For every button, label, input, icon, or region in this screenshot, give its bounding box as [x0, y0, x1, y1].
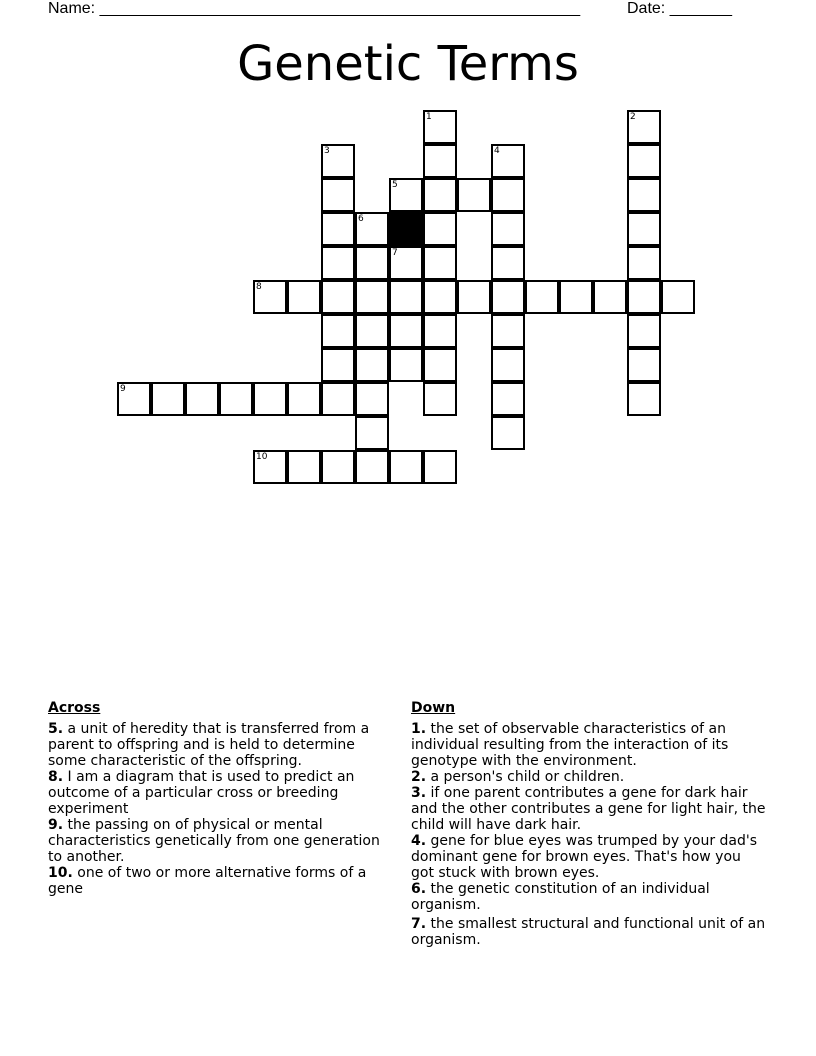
clue-number: 10.	[48, 865, 73, 881]
clue-down	[411, 916, 766, 948]
answer-square[interactable]	[355, 450, 389, 484]
answer-square[interactable]	[627, 212, 661, 246]
black-square	[389, 212, 423, 246]
answer-square[interactable]	[321, 212, 355, 246]
clue-number-label: 8	[256, 282, 262, 292]
answer-square[interactable]	[423, 382, 457, 416]
answer-square[interactable]	[117, 382, 151, 416]
clue-number: 3.	[411, 785, 427, 801]
answer-square[interactable]	[287, 382, 321, 416]
clue-text: a person's child or children.	[426, 769, 625, 785]
answer-square[interactable]	[321, 314, 355, 348]
answer-square[interactable]	[355, 416, 389, 450]
answer-square[interactable]	[491, 212, 525, 246]
answer-square[interactable]	[491, 314, 525, 348]
answer-square[interactable]	[423, 178, 457, 212]
down-clue-list	[411, 721, 766, 948]
answer-square[interactable]	[321, 348, 355, 382]
answer-square[interactable]	[593, 280, 627, 314]
answer-square[interactable]	[627, 144, 661, 178]
answer-square[interactable]	[423, 314, 457, 348]
answer-square[interactable]	[491, 348, 525, 382]
answer-square[interactable]	[321, 178, 355, 212]
answer-square[interactable]	[321, 144, 355, 178]
clue-across	[48, 865, 396, 897]
answer-square[interactable]	[287, 280, 321, 314]
answer-square[interactable]	[559, 280, 593, 314]
answer-square[interactable]	[423, 348, 457, 382]
answer-square[interactable]	[287, 450, 321, 484]
answer-square[interactable]	[423, 110, 457, 144]
clue-number: 8.	[48, 769, 64, 785]
answer-square[interactable]	[355, 212, 389, 246]
clue-number-label: 9	[120, 384, 126, 394]
clue-number-label: 1	[426, 112, 432, 122]
answer-square[interactable]	[321, 450, 355, 484]
answer-square[interactable]	[423, 450, 457, 484]
clue-text: the smallest structural and functional unit of an organism.	[411, 916, 766, 948]
answer-square[interactable]	[423, 144, 457, 178]
answer-square[interactable]	[423, 212, 457, 246]
clue-number: 9.	[48, 817, 64, 833]
answer-square[interactable]	[253, 382, 287, 416]
answer-square[interactable]	[355, 280, 389, 314]
answer-square[interactable]	[491, 382, 525, 416]
answer-square[interactable]	[457, 178, 491, 212]
clue-number: 1.	[411, 721, 427, 737]
clue-number-label: 7	[392, 248, 398, 258]
answer-square[interactable]	[389, 246, 423, 280]
answer-square[interactable]	[219, 382, 253, 416]
down-clues	[411, 700, 766, 948]
page-title: Genetic Terms	[237, 36, 579, 92]
answer-square[interactable]	[389, 450, 423, 484]
clue-number: 6.	[411, 881, 427, 897]
answer-square[interactable]	[457, 280, 491, 314]
answer-square[interactable]	[389, 348, 423, 382]
across-clues	[48, 700, 396, 897]
answer-square[interactable]	[491, 246, 525, 280]
clue-number-label: 3	[324, 146, 330, 156]
answer-square[interactable]	[627, 178, 661, 212]
answer-square[interactable]	[321, 382, 355, 416]
answer-square[interactable]	[627, 382, 661, 416]
across-clue-list	[48, 721, 396, 897]
date-field-line: Date: _______	[627, 0, 732, 17]
clue-number-label: 4	[494, 146, 500, 156]
clue-down	[411, 769, 766, 785]
answer-square[interactable]	[423, 280, 457, 314]
answer-square[interactable]	[627, 280, 661, 314]
clue-text: the passing on of physical or mental characteristics genetically from one generation to another.	[48, 817, 380, 865]
answer-square[interactable]	[355, 314, 389, 348]
answer-square[interactable]	[389, 314, 423, 348]
clue-number: 2.	[411, 769, 427, 785]
answer-square[interactable]	[491, 178, 525, 212]
clue-number-label: 2	[630, 112, 636, 122]
answer-square[interactable]	[491, 144, 525, 178]
answer-square[interactable]	[389, 280, 423, 314]
clue-text: one of two or more alternative forms of a gene	[48, 865, 367, 897]
clue-number-label: 5	[392, 180, 398, 190]
answer-square[interactable]	[627, 348, 661, 382]
down-heading: Down	[411, 700, 456, 716]
clue-across	[48, 817, 396, 865]
answer-square[interactable]	[389, 178, 423, 212]
answer-square[interactable]	[355, 246, 389, 280]
clue-across	[48, 769, 396, 817]
clue-text: I am a diagram that is used to predict an outcome of a particular cross or breeding experiment	[48, 769, 355, 817]
answer-square[interactable]	[151, 382, 185, 416]
answer-square[interactable]	[661, 280, 695, 314]
clue-down	[411, 785, 766, 833]
clue-down	[411, 881, 766, 913]
clue-number: 5.	[48, 721, 64, 737]
answer-square[interactable]	[185, 382, 219, 416]
clue-text: the genetic constitution of an individual organism.	[411, 881, 710, 913]
answer-square[interactable]	[253, 450, 287, 484]
clue-down	[411, 833, 766, 881]
clue-across	[48, 721, 396, 769]
clue-text: a unit of heredity that is transferred from a parent to offspring and is held to determine some characteristic of the offspring.	[48, 721, 370, 769]
answer-square[interactable]	[253, 280, 287, 314]
answer-square[interactable]	[491, 280, 525, 314]
clue-number: 7.	[411, 916, 427, 932]
crossword-grid	[0, 0, 816, 500]
name-field-line: Name: ______________________________________________________	[48, 0, 581, 17]
clue-text: gene for blue eyes was trumped by your dad's dominant gene for brown eyes. That's how you got stuck with brown eyes.	[411, 833, 758, 881]
clue-text: the set of observable characteristics of an individual resulting from the interaction of its genotype with the environment.	[411, 721, 729, 769]
answer-square[interactable]	[355, 348, 389, 382]
answer-square[interactable]	[627, 314, 661, 348]
answer-square[interactable]	[321, 246, 355, 280]
clue-down	[411, 721, 766, 769]
answer-square[interactable]	[627, 246, 661, 280]
clue-text: if one parent contributes a gene for dark hair and the other contributes a gene for light hair, the child will have dark hair.	[411, 785, 766, 833]
answer-square[interactable]	[525, 280, 559, 314]
answer-square[interactable]	[321, 280, 355, 314]
answer-square[interactable]	[627, 110, 661, 144]
clue-number-label: 6	[358, 214, 364, 224]
clue-number: 4.	[411, 833, 427, 849]
clue-number-label: 10	[256, 452, 268, 462]
answer-square[interactable]	[355, 382, 389, 416]
answer-square[interactable]	[423, 246, 457, 280]
across-heading: Across	[48, 700, 101, 716]
answer-square[interactable]	[491, 416, 525, 450]
